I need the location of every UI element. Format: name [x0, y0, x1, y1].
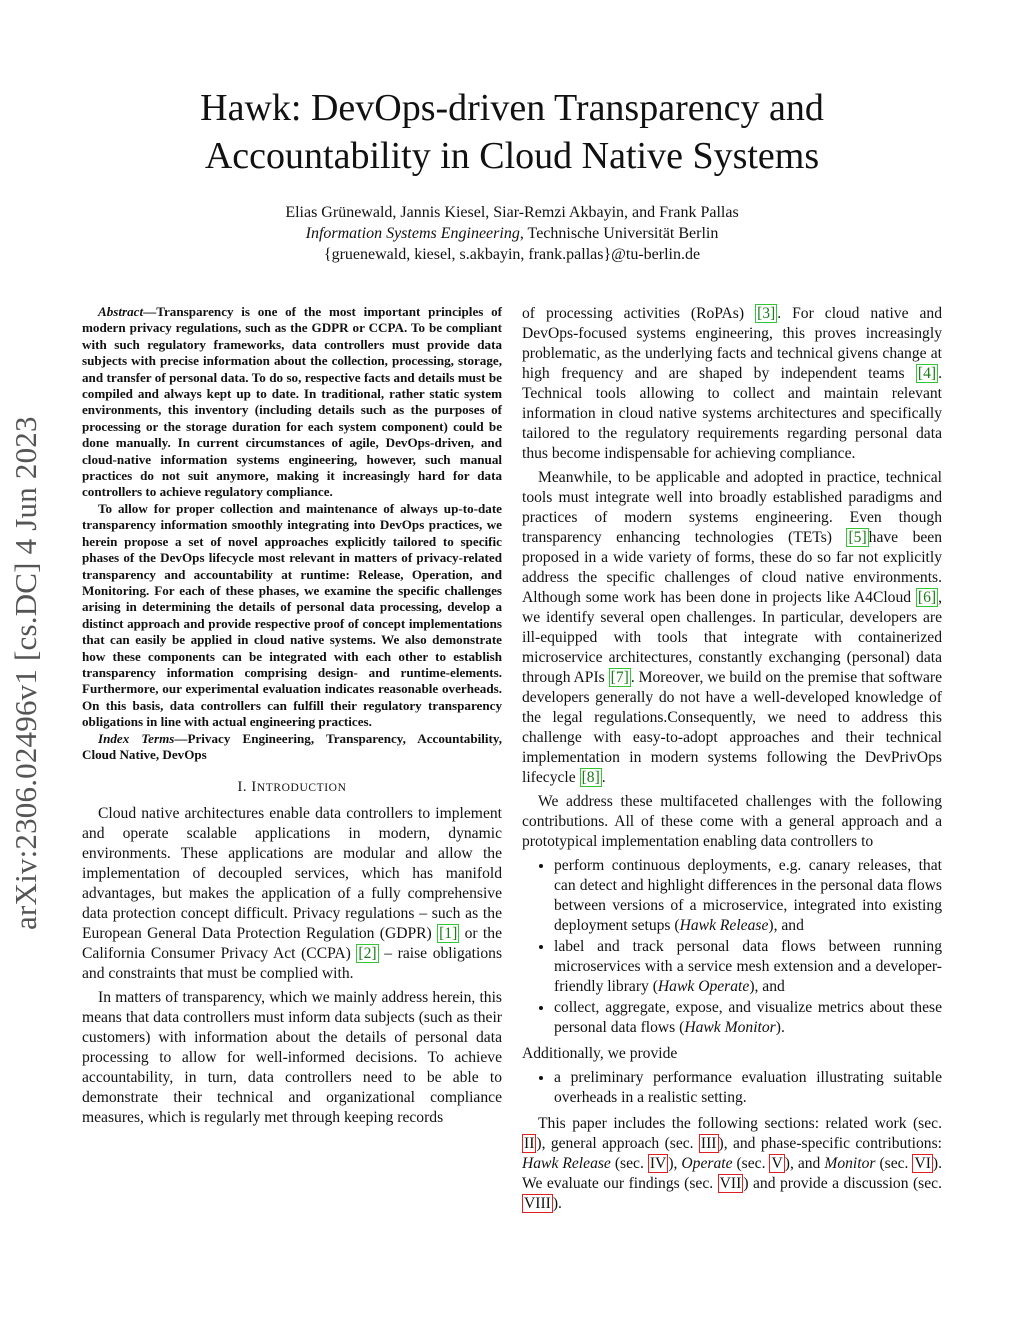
section-link[interactable]: VI [914, 1155, 931, 1172]
abstract-paragraph-1: Abstract—Transparency is one of the most important principles of modern privacy regulations, such as the GDPR or CCPA. To be compliant with such regulatory frameworks, data controllers must provide data subjects with precise information about the collection, processing, storage, and transfer of personal data. To do so, respective facts and details must be compiled and always kept up to date. In traditional, rather static system environments, this inventory (including details such as the purposes of processing or the storage duration for each system component) could be done manually. In current circumstances of agile, DevOps-driven, and cloud-native information systems engineering, however, such manual practices do not suit anymore, making it increasingly hard for data controllers to achieve regulatory compliance. [82, 304, 502, 500]
section-heading-introduction: I. INTRODUCTION [237, 779, 347, 796]
abstract [82, 304, 502, 731]
author-emails: {gruenewald, kiesel, s.akbayin, frank.pallas}@tu-berlin.de [323, 246, 701, 263]
section-link[interactable]: IV [649, 1155, 667, 1172]
contribution-list [522, 856, 942, 1038]
right-paragraph-3: This paper includes the following sections: related work (sec. II ), general approach (sec. III ), and phase-specific contributions: Hawk Release (sec. IV ), Operate (sec. V ), and Monitor (sec. VI ). We evaluate our findings (sec. VII ) and provide a discussion (sec. VIII ). [522, 1115, 942, 1212]
citation-link[interactable]: [5] [848, 529, 867, 546]
list-item: • a preliminary performance evaluation illustrating suitable overheads in a realistic setting. [554, 1068, 942, 1108]
citation-link[interactable]: [7] [610, 669, 629, 686]
intro-paragraph-2: In matters of transparency, which we mainly address herein, this means that data controllers must inform data subjects (such as their customers) with information about the details of personal data processing to allow for well-informed decisions. To achieve accountability, in turn, data controllers need to be able to demonstrate their technical and organizational compliance measures, which is regularly met through keeping records [82, 989, 502, 1127]
abstract-label: Abstract [98, 304, 144, 319]
citation-link[interactable]: [3] [757, 305, 776, 322]
author-block [0, 202, 1024, 265]
title-line-2: Accountability in Cloud Native Systems [204, 135, 820, 177]
author-names: Elias Grünewald, Jannis Kiesel, Siar-Remzi Akbayin, and Frank Pallas [285, 204, 739, 221]
citation-link[interactable]: [6] [917, 589, 937, 606]
title-line-1: Hawk: DevOps-driven Transparency and [200, 87, 824, 129]
section-link[interactable]: V [771, 1155, 783, 1172]
affiliation-name: Information Systems Engineering [305, 225, 520, 242]
right-paragraph-2: We address these multifaceted challenges with the following contributions. All of these come with a general approach and a prototypical implementation enabling data controllers to [522, 793, 942, 850]
intro-paragraph-1: Cloud native architectures enable data controllers to implement and operate scalable applications in modern, dynamic environments. These applications are modular and allow the implementation of decoupled services, which has manifold advantages, but makes the application of a fully comprehensive data protection concept difficult. Privacy regulations – such as the European General Data Protection Regulation (GDPR) [1] or the California Consumer Privacy Act (CCPA) [2] – raise obligations and constraints that must be complied with. [82, 805, 503, 983]
left-column [82, 304, 502, 1132]
affiliation-institution: , Technische Universität Berlin [519, 225, 719, 242]
index-terms: Index Terms—Privacy Engineering, Transparency, Accountability, Cloud Native, DevOps [82, 730, 503, 762]
index-terms-label: Index Terms [98, 730, 175, 746]
right-column [522, 304, 942, 1218]
paper-title [0, 84, 1024, 180]
right-paragraph-0: of processing activities (RoPAs) [3] . For cloud native and DevOps-focused systems engineering, this proves increasingly problematic, as the underlying facts and technical givens change at high frequency and are shaped by independent teams [4] . Technical tools allowing to collect and maintain relevant information in cloud native systems architectures and specifically tailored to the regulatory requirements regarding personal data thus become indispensable for achieving compliance. [522, 305, 942, 462]
section-link[interactable]: III [700, 1135, 717, 1152]
affiliation [0, 223, 1024, 244]
additionally-line: Additionally, we provide [522, 1045, 678, 1062]
citation-link[interactable]: [2] [358, 945, 377, 963]
section-link[interactable]: II [524, 1135, 535, 1152]
citation-link[interactable]: [4] [917, 365, 937, 382]
list-item: • perform continuous deployments, e.g. canary releases, that can detect and highlight differences in the personal data flows between versions of a microservice, integrated into existing deployment setups (Hawk Release), and [554, 856, 942, 936]
list-item: • label and track personal data flows between running microservices with a service mesh extension and a developer-friendly library (Hawk Operate), and [554, 937, 942, 997]
abstract-paragraph-2: To allow for proper collection and maintenance of always up-to-date transparency information smoothly integrating into DevOps practices, we herein propose a set of novel approaches explicitly tailored to specific phases of the DevOps lifecycle most relevant in matters of privacy-related transparency and accountability at runtime: Release, Operation, and Monitoring. For each of these phases, we examine the specific challenges arising in determining the details of personal data processing, develop a distinct approach and provide respective proof of concept implementations that can easily be applied in cloud native systems. We also demonstrate how these components can be integrated with each other to establish transparency information comprising design- and runtime-elements. Furthermore, our experimental evaluation indicates reasonable overheads. On this basis, data controllers can fulfill their regulatory transparency obligations in line with actual engineering practices. [82, 500, 502, 730]
list-item: • collect, aggregate, expose, and visualize metrics about these personal data flows (Hawk Monitor). [554, 998, 942, 1038]
additional-list [522, 1068, 942, 1108]
section-link[interactable]: VII [719, 1175, 742, 1192]
section-link[interactable]: VIII [524, 1195, 551, 1212]
right-paragraph-1: Meanwhile, to be applicable and adopted in practice, technical tools must integrate well into broadly established paradigms and practices of modern systems engineering. Even though transparency enhancing technologies (TETs) [5] have been proposed in a wide variety of forms, these do so far not explicitly address the specific challenges of cloud native environments. Although some work has been done in projects like A4Cloud [6] , we identify several open challenges. In particular, developers are ill-equipped with tools that integrate with containerized microservice architectures, constantly exchanging (personal) data through APIs [7] . Moreover, we build on the premise that software developers generally do not have a well-developed knowledge of the legal regulations.Consequently, we need to address this challenge with easy-to-adopt approaches and their technical implementation in modern systems following the DevPrivOps lifecycle [8] . [522, 469, 943, 786]
citation-link[interactable]: [8] [581, 769, 600, 786]
citation-link[interactable]: [1] [439, 925, 458, 943]
arxiv-stamp: arXiv:2306.02496v1 [cs.DC] 4 Jun 2023 [8, 416, 43, 930]
